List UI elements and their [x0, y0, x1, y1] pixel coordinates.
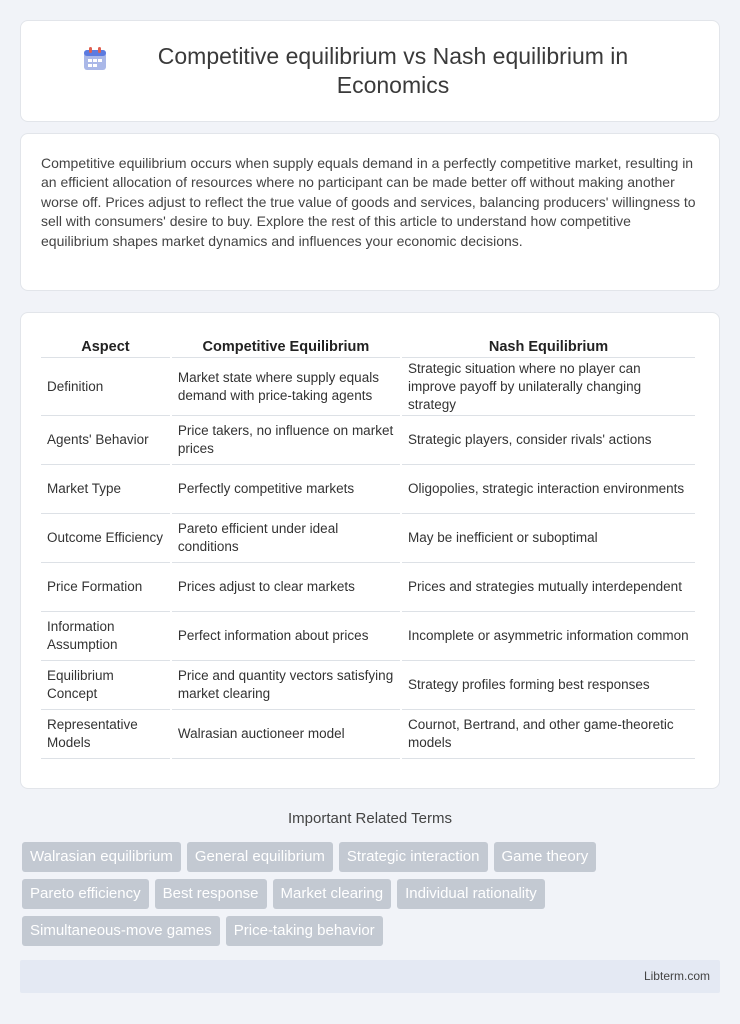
- cell-competitive: Market state where supply equals demand with price-taking agents: [172, 358, 400, 416]
- table-row: [41, 710, 695, 759]
- header-competitive: Competitive Equilibrium: [172, 335, 400, 358]
- tag-price-taking-behavior[interactable]: Price-taking behavior: [226, 916, 383, 946]
- cell-competitive: Price takers, no influence on market prices: [172, 416, 400, 465]
- cell-aspect: Market Type: [41, 465, 170, 514]
- cell-nash: Oligopolies, strategic interaction environments: [402, 465, 695, 514]
- tag-game-theory[interactable]: Game theory: [494, 842, 597, 872]
- tag-best-response[interactable]: Best response: [155, 879, 267, 909]
- cell-nash: Strategic players, consider rivals' actions: [402, 416, 695, 465]
- table-row: [41, 465, 695, 514]
- footer: [20, 960, 720, 993]
- related-terms-title: Important Related Terms: [288, 810, 452, 827]
- tag-strategic-interaction[interactable]: Strategic interaction: [339, 842, 488, 872]
- cell-nash: Incomplete or asymmetric information common: [402, 612, 695, 661]
- table-header-row: [41, 335, 695, 358]
- cell-competitive: Walrasian auctioneer model: [172, 710, 400, 759]
- intro-paragraph: Competitive equilibrium occurs when supply equals demand in a perfectly competitive market, resulting in an efficient allocation of resources where no participant can be made better off without making another worse off. Prices adjust to reflect the true value of goods and services, balancing producers' willingness to sell with consumers' desire to buy. Explore the rest of this article to understand how competitive equilibrium shapes market dynamics and influences your economic decisions.: [41, 155, 696, 249]
- tag-simultaneous-move-games[interactable]: Simultaneous-move games: [22, 916, 220, 946]
- tag-individual-rationality[interactable]: Individual rationality: [397, 879, 545, 909]
- cell-aspect: Outcome Efficiency: [41, 514, 170, 563]
- table-row: [41, 661, 695, 710]
- cell-aspect: Information Assumption: [41, 612, 170, 661]
- cell-nash: Strategy profiles forming best responses: [402, 661, 695, 710]
- tag-pareto-efficiency[interactable]: Pareto efficiency: [22, 879, 149, 909]
- footer-site-link[interactable]: Libterm.com: [643, 969, 710, 983]
- cell-nash: Prices and strategies mutually interdependent: [402, 563, 695, 612]
- cell-nash: Cournot, Bertrand, and other game-theoretic models: [402, 710, 695, 759]
- table-row: [41, 612, 695, 661]
- cell-competitive: Perfectly competitive markets: [172, 465, 400, 514]
- cell-nash: Strategic situation where no player can improve payoff by unilaterally changing strategy: [402, 358, 695, 416]
- cell-competitive: Prices adjust to clear markets: [172, 563, 400, 612]
- calendar-icon: [81, 45, 109, 73]
- comparison-table: [39, 335, 697, 759]
- cell-aspect: Equilibrium Concept: [41, 661, 170, 710]
- header-nash: Nash Equilibrium: [402, 335, 695, 358]
- cell-aspect: Definition: [41, 358, 170, 416]
- cell-competitive: Price and quantity vectors satisfying market clearing: [172, 661, 400, 710]
- title-card: [20, 20, 720, 122]
- cell-competitive: Perfect information about prices: [172, 612, 400, 661]
- cell-nash: May be inefficient or suboptimal: [402, 514, 695, 563]
- intro-card: [20, 133, 720, 291]
- tag-walrasian-equilibrium[interactable]: Walrasian equilibrium: [22, 842, 181, 872]
- header-aspect: Aspect: [41, 335, 170, 358]
- tag-general-equilibrium[interactable]: General equilibrium: [187, 842, 333, 872]
- table-row: [41, 416, 695, 465]
- cell-aspect: Representative Models: [41, 710, 170, 759]
- cell-aspect: Agents' Behavior: [41, 416, 170, 465]
- tag-market-clearing[interactable]: Market clearing: [273, 879, 392, 909]
- table-row: [41, 514, 695, 563]
- cell-competitive: Pareto efficient under ideal conditions: [172, 514, 400, 563]
- table-row: [41, 563, 695, 612]
- page-title: Competitive equilibrium vs Nash equilibrium in Economics: [157, 43, 629, 98]
- related-terms-list: [22, 842, 722, 946]
- comparison-table-card: [20, 312, 720, 789]
- table-row: [41, 358, 695, 416]
- cell-aspect: Price Formation: [41, 563, 170, 612]
